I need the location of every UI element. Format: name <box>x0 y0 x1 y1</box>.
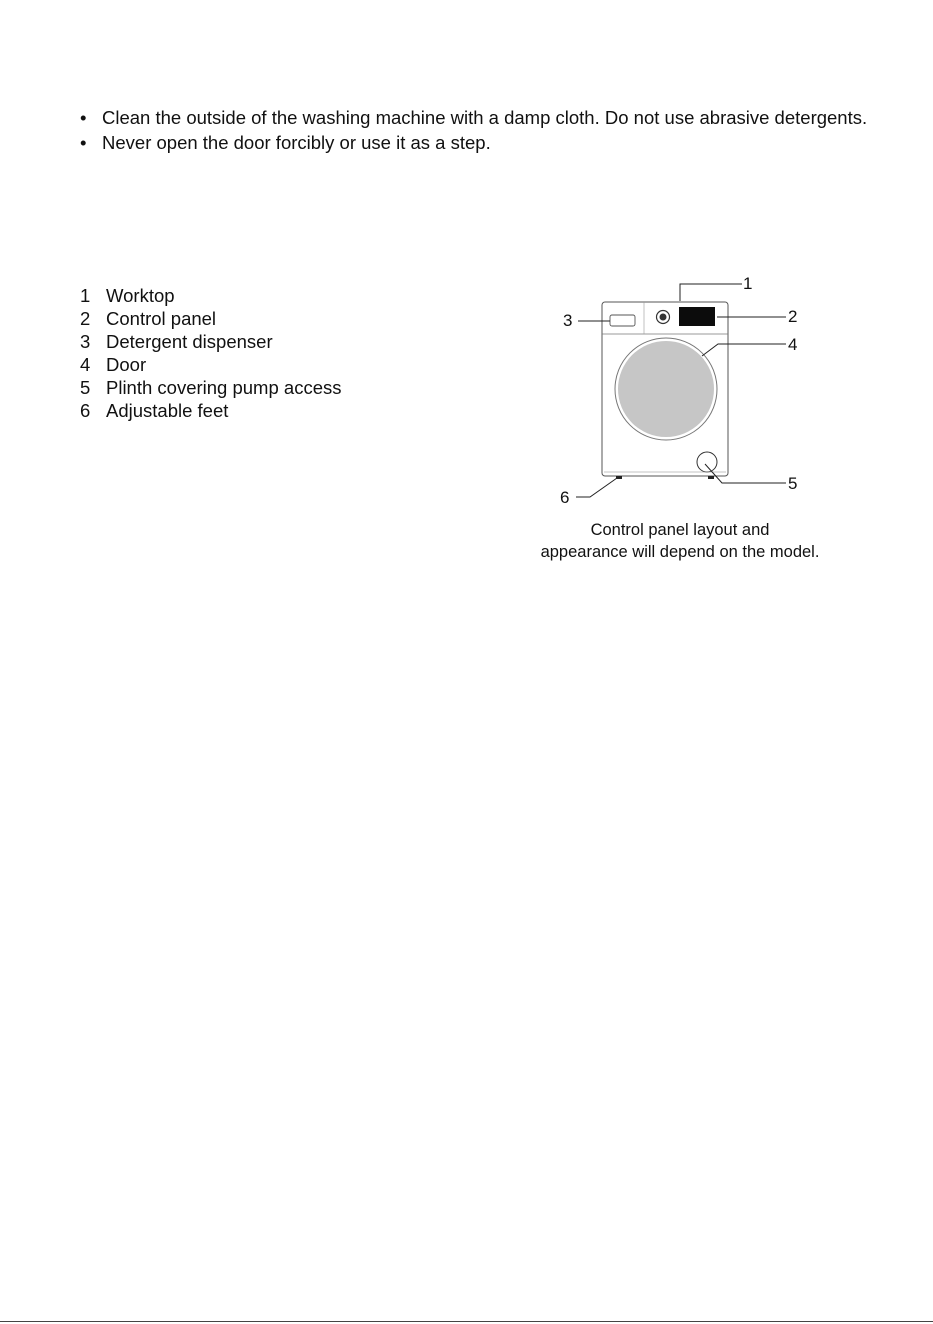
part-label: Worktop <box>106 285 175 306</box>
part-label: Adjustable feet <box>106 400 229 421</box>
care-bullet-text: Clean the outside of the washing machine with a damp cloth. Do not use abrasive detergents. <box>102 107 868 128</box>
part-number: 5 <box>80 377 91 398</box>
callout-number: 5 <box>788 474 798 493</box>
parts-list-item <box>80 399 341 422</box>
caption-line: appearance will depend on the model. <box>540 543 820 561</box>
callout-line-1 <box>680 284 742 301</box>
bullet-dot-icon: • <box>80 107 87 128</box>
parts-list-item <box>80 307 341 330</box>
care-bullet <box>78 131 868 155</box>
part-number: 3 <box>80 331 91 352</box>
program-knob-center <box>660 314 667 321</box>
foot-right <box>708 476 714 479</box>
washing-machine-diagram <box>520 268 860 518</box>
washing-machine-figure <box>520 268 860 568</box>
callout-number: 1 <box>743 274 753 293</box>
callout-number: 4 <box>788 335 798 354</box>
parts-list-item <box>80 376 341 399</box>
callout-line-6 <box>576 478 617 497</box>
parts-list <box>80 284 341 422</box>
part-number: 2 <box>80 308 91 329</box>
control-display <box>679 307 715 326</box>
part-number: 6 <box>80 400 91 421</box>
part-label: Detergent dispenser <box>106 331 273 352</box>
part-label: Plinth covering pump access <box>106 377 342 398</box>
callout-number: 3 <box>563 311 573 330</box>
pump-access-cover <box>697 452 717 472</box>
page-bottom-rule <box>0 1321 933 1322</box>
part-label: Control panel <box>106 308 217 329</box>
parts-list-item <box>80 330 341 353</box>
parts-list-item <box>80 353 341 376</box>
figure-caption <box>520 519 840 563</box>
care-bullet <box>78 106 868 130</box>
parts-list-item <box>80 284 341 307</box>
callout-number: 2 <box>788 307 798 326</box>
care-bullet-text: Never open the door forcibly or use it as a step. <box>102 132 491 153</box>
door-glass <box>618 341 714 437</box>
care-instructions-list <box>78 106 868 156</box>
caption-line: Control panel layout and <box>590 521 770 539</box>
detergent-dispenser-shape <box>610 315 635 326</box>
part-label: Door <box>106 354 147 375</box>
part-number: 4 <box>80 354 91 375</box>
part-number: 1 <box>80 285 91 306</box>
bullet-dot-icon: • <box>80 132 87 153</box>
callout-number: 6 <box>560 488 570 507</box>
